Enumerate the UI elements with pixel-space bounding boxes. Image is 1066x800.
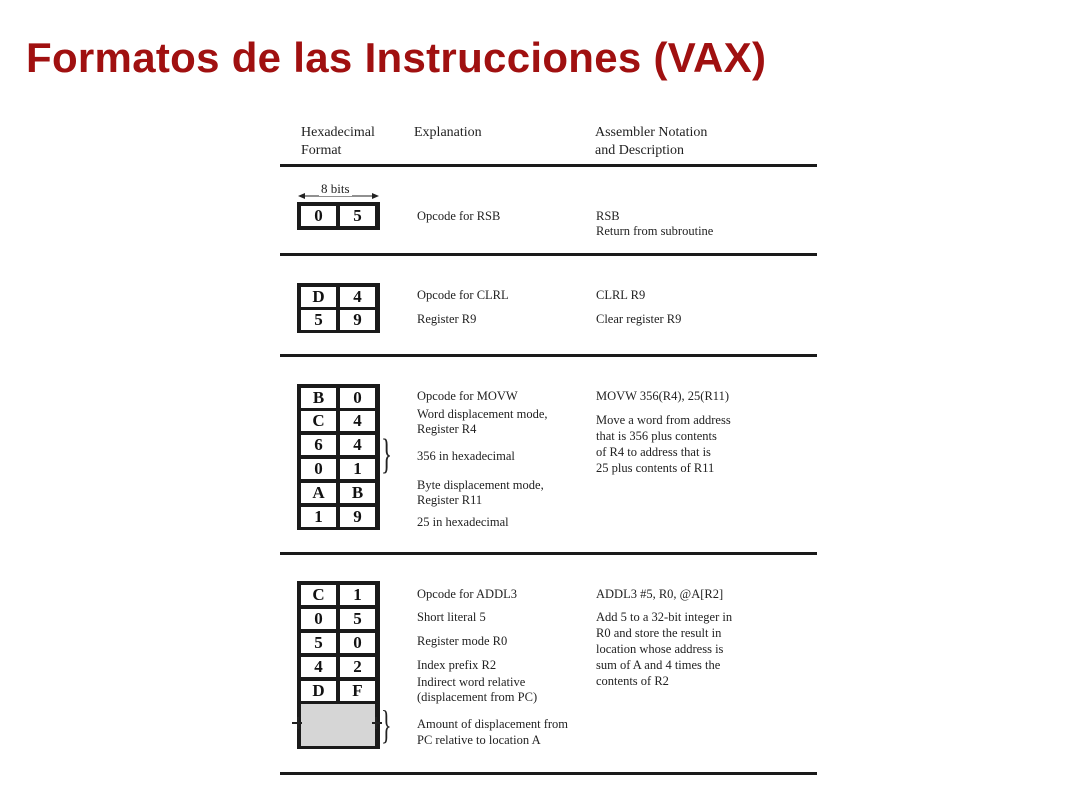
byte-nibble: B bbox=[338, 481, 377, 505]
byte-nibble: 0 bbox=[299, 204, 338, 228]
byte-nibble: 0 bbox=[299, 607, 338, 631]
byte-nibble: C bbox=[299, 409, 338, 433]
byte-nibble: 4 bbox=[338, 285, 377, 309]
byte-nibble: 5 bbox=[338, 607, 377, 631]
byte-nibble: B bbox=[299, 386, 338, 410]
assembler-notation: RSB bbox=[596, 209, 620, 223]
explanation-text: Opcode for MOVW bbox=[417, 389, 518, 403]
assembler-description: Move a word from address bbox=[596, 413, 731, 427]
explanation-text: Register R4 bbox=[417, 422, 477, 436]
explanation-text: (displacement from PC) bbox=[417, 690, 538, 704]
explanation-text: Amount of displacement from bbox=[417, 717, 569, 731]
assembler-description: Add 5 to a 32-bit integer in bbox=[596, 610, 733, 624]
explanation-text: Register mode R0 bbox=[417, 634, 508, 648]
byte-nibble: 0 bbox=[299, 457, 338, 481]
assembler-description: sum of A and 4 times the bbox=[596, 658, 721, 672]
byte-nibble: 1 bbox=[299, 505, 338, 529]
byte-nibble: 4 bbox=[338, 409, 377, 433]
explanation-text: Byte displacement mode, bbox=[417, 478, 544, 492]
header-hex-format-line2: Format bbox=[301, 143, 342, 158]
assembler-notation: ADDL3 #5, R0, @A[R2] bbox=[596, 587, 724, 601]
byte-nibble: D bbox=[299, 285, 338, 309]
assembler-notation: MOVW 356(R4), 25(R11) bbox=[596, 389, 729, 403]
explanation-text: PC relative to location A bbox=[417, 733, 541, 747]
assembler-description: Return from subroutine bbox=[596, 224, 714, 238]
divider-rule bbox=[280, 164, 817, 167]
explanation-text: Short literal 5 bbox=[417, 610, 486, 624]
divider-rule bbox=[280, 552, 817, 555]
byte-nibble: 2 bbox=[338, 655, 377, 679]
field-tick-marks bbox=[292, 716, 388, 730]
byte-nibble: 4 bbox=[338, 433, 377, 457]
header-explanation: Explanation bbox=[414, 125, 482, 140]
byte-nibble: 1 bbox=[338, 583, 377, 607]
explanation-text: Index prefix R2 bbox=[417, 658, 497, 672]
divider-rule bbox=[280, 253, 817, 256]
explanation-text: Opcode for RSB bbox=[417, 209, 501, 223]
explanation-text: Register R9 bbox=[417, 312, 477, 326]
byte-nibble: 0 bbox=[338, 631, 377, 655]
header-hex-format bbox=[301, 124, 375, 160]
byte-nibble: F bbox=[338, 679, 377, 703]
explanation-text: Word displacement mode, bbox=[417, 407, 548, 421]
assembler-notation: CLRL R9 bbox=[596, 288, 646, 302]
header-hex-format-line1: Hexadecimal bbox=[301, 125, 375, 140]
assembler-description: location whose address is bbox=[596, 642, 724, 656]
curly-brace-icon: } bbox=[381, 432, 393, 478]
explanation-text: Opcode for CLRL bbox=[417, 288, 509, 302]
divider-rule bbox=[280, 772, 817, 775]
bits-label: 8 bits bbox=[321, 181, 350, 196]
assembler-description: contents of R2 bbox=[596, 674, 669, 688]
assembler-description: that is 356 plus contents bbox=[596, 429, 717, 443]
page-title: Formatos de las Instrucciones (VAX) bbox=[26, 34, 767, 81]
byte-nibble: 9 bbox=[338, 308, 377, 332]
assembler-description: Clear register R9 bbox=[596, 312, 682, 326]
curly-brace-icon: } bbox=[381, 702, 392, 747]
explanation-text: Register R11 bbox=[417, 493, 483, 507]
byte-nibble: 5 bbox=[299, 308, 338, 332]
explanation-text: 356 in hexadecimal bbox=[417, 449, 515, 463]
explanation-text: Indirect word relative bbox=[417, 675, 526, 689]
byte-nibble: 0 bbox=[338, 386, 377, 410]
divider-rule bbox=[280, 354, 817, 357]
byte-nibble: C bbox=[299, 583, 338, 607]
byte-nibble: A bbox=[299, 481, 338, 505]
assembler-description: 25 plus contents of R11 bbox=[596, 461, 715, 475]
byte-nibble: 1 bbox=[338, 457, 377, 481]
byte-nibble: 6 bbox=[299, 433, 338, 457]
explanation-text: Opcode for ADDL3 bbox=[417, 587, 517, 601]
assembler-description: R0 and store the result in bbox=[596, 626, 722, 640]
byte-nibble: 9 bbox=[338, 505, 377, 529]
byte-nibble: 5 bbox=[338, 204, 377, 228]
byte-nibble: 4 bbox=[299, 655, 338, 679]
byte-nibble: D bbox=[299, 679, 338, 703]
byte-nibble: 5 bbox=[299, 631, 338, 655]
explanation-text: 25 in hexadecimal bbox=[417, 515, 509, 529]
header-assembler-line1: Assembler Notation bbox=[595, 125, 708, 140]
assembler-description: of R4 to address that is bbox=[596, 445, 711, 459]
header-assembler-line2: and Description bbox=[595, 143, 685, 158]
header-assembler bbox=[595, 124, 707, 160]
